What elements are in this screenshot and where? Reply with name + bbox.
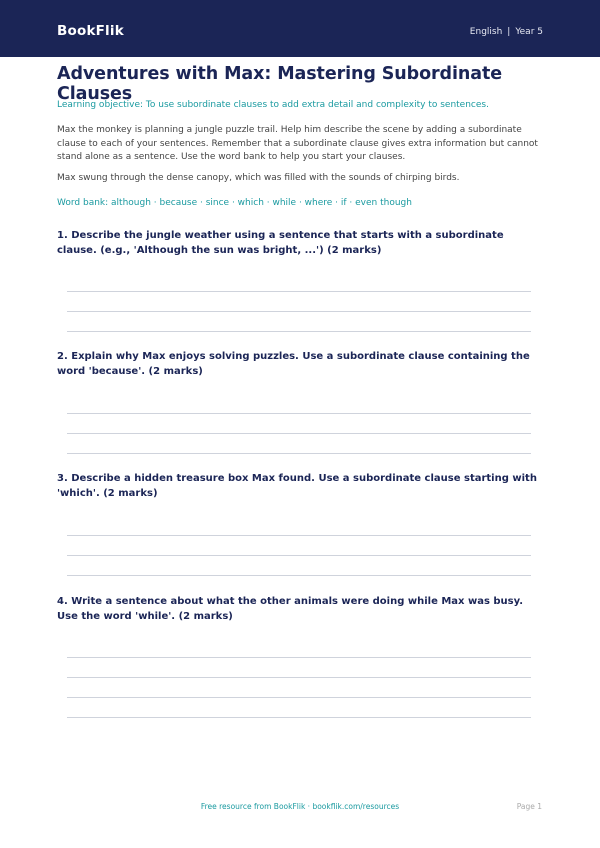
answer-line[interactable] [67,717,531,718]
page-header [0,0,600,57]
learning-objective: Learning objective: To use subordinate clauses to add extra detail and complexity to sentences. [57,100,489,110]
answer-line[interactable] [67,657,531,658]
question-1: 1. Describe the jungle weather using a sentence that starts with a subordinate clause. (e.g., 'Although the sun was bright, ...') (2 marks) [57,230,504,256]
answer-line[interactable] [67,677,531,678]
answer-line[interactable] [67,291,531,292]
brand-logo: BookFlik [57,23,124,39]
subject-label: English [469,27,503,37]
question-4: 4. Write a sentence about what the other animals were doing while Max was busy. Use the word 'while'. (2 marks) [57,596,524,622]
answer-line[interactable] [67,555,531,556]
answer-line[interactable] [67,535,531,536]
answer-line[interactable] [67,311,531,312]
example-sentence: Max swung through the dense canopy, which was filled with the sounds of chirping birds. [57,173,460,183]
answer-line[interactable] [67,575,531,576]
question-3: 3. Describe a hidden treasure box Max found. Use a subordinate clause starting with 'which'. (2 marks) [57,473,537,499]
answer-line[interactable] [67,433,531,434]
answer-line[interactable] [67,453,531,454]
answer-line[interactable] [67,413,531,414]
answer-line[interactable] [67,331,531,332]
page-title: Adventures with Max: Mastering Subordinate Clauses [57,64,502,104]
page-number: Page 1 [516,802,542,811]
answer-line[interactable] [67,697,531,698]
intro-paragraph: Max the monkey is planning a jungle puzzle trail. Help him describe the scene by adding a subordinate clause to each of your sentences. Remember that a subordinate clause gives extra information but cannot stand alone as a sentence. Use the word bank to help you start your clauses. [57,125,538,163]
question-2: 2. Explain why Max enjoys solving puzzles. Use a subordinate clause containing the word 'because'. (2 marks) [57,351,530,377]
word-bank: Word bank: although · because · since · which · while · where · if · even though [57,198,412,208]
header-meta [470,27,543,37]
year-label: Year 5 [515,27,543,37]
meta-separator: | [507,27,511,37]
footer-resource-link[interactable]: Free resource from BookFlik · bookflik.com/resources [200,802,400,811]
